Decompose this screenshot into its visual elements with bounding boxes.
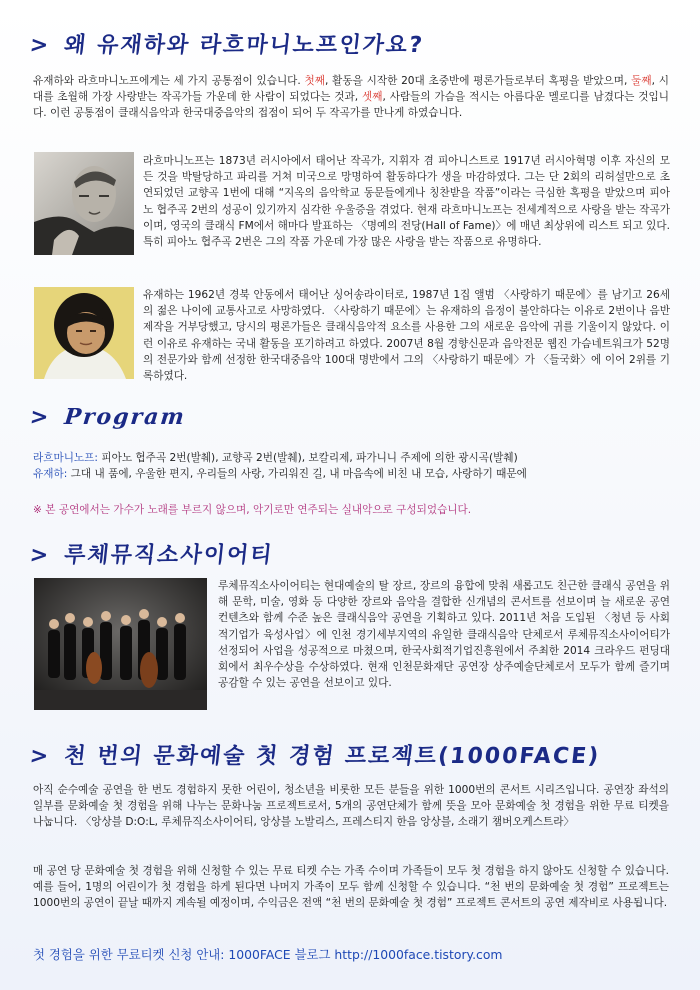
- intro-text: , 사람들의 가슴을 적시는 아름다운 멜로디를 남겼다는 것입니다. 이런 공통점이 클래식음악과 한국대중음악의 접점이 되어 두 작곡가를 만나게 하였습니다.: [33, 91, 669, 120]
- section-title-text: 천 번의 문화예술 첫 경험 프로젝트(1000FACE): [62, 744, 602, 769]
- chevron-right-icon: >: [28, 543, 52, 568]
- program-rachmaninoff: [33, 450, 518, 466]
- section-title-project: [28, 739, 602, 770]
- society-body: 루체뮤직소사이어티는 현대예술의 탈 장르, 장르의 융합에 맞춰 새롭고도 친근한 클래식 공연을 위해 문학, 미술, 영화 등 다양한 장르와 음악을 결합한 신개념의 콘서트를 선보이며 늘 새로운 공연 컨텐츠와 함께 수준 높은 클래식음악 공연을 기획하고 있다. 2011년 처음 도입된 〈청년 등 사회적기업가 육성사업〉에 인천 경기세부지역의 유일한 클래식음악 단체로서 루체뮤직소사이어티가 선정되어 사업을 성공적으로 마쳤으며, 한국사회적기업진흥원에서 주최한 2014 크라우드 펀딩대회에서 최우수상을 수상하였다. 현재 인천문화재단 공연장 상주예술단체로서 모두가 함께 즐기며 공감할 수 있는 공연을 선보이고 있다.: [218, 580, 670, 690]
- intro-text: 유재하와 라흐마니노프에게는 세 가지 공통점이 있습니다.: [33, 75, 305, 87]
- section-title-program: [29, 404, 187, 430]
- intro-text: , 시대를 초월해 가장 사랑받는 작곡가들 가운데 한 사람이 되었다는 것과,: [33, 75, 670, 104]
- program-note: ※ 본 공연에서는 가수가 노래를 부르지 않으며, 악기로만 연주되는 실내악으로 구성되었습니다.: [33, 504, 472, 516]
- program-works: 피아노 협주곡 2번(발췌), 교향곡 2번(발췌), 보칼리제, 파가니니 주제에 의한 광시곡(발췌): [97, 452, 518, 464]
- highlight-first: 첫째: [304, 75, 326, 87]
- ensemble-photo: [34, 578, 207, 710]
- highlight-third: 셋째: [361, 91, 383, 104]
- program-yoo-jaeha: [33, 466, 527, 482]
- project-body-1: 아직 순수예술 공연을 한 번도 경험하지 못한 어린이, 청소년을 비롯한 모든 분들을 위한 1000번의 콘서트 시리즈입니다. 공연장 좌석의 일부를 문화예술 첫 경험을 위해 나누는 문화나눔 프로젝트로서, 5개의 공연단체가 함께 뜻을 모아 문화예술 첫 경험을 위한 무료 티켓을 나눕니다. 〈앙상블 D:O:L, 루체뮤직소사이어티, 앙상블 노발리스, 프레스티지 한음 앙상블, 소래기 챔버오케스트라〉: [33, 784, 669, 829]
- rachmaninoff-bio: 라흐마니노프는 1873년 러시아에서 태어난 작곡가, 지휘자 겸 피아니스트로 1917년 러시아혁명 이후 자신의 모든 것을 박탈당하고 파리를 거쳐 미국으로 망명하여 활동하다가 생을 마감하였다. 그는 단 2회의 리허설만으로 초연되었던 교향곡 1번에 대해 “지옥의 음악학교 동문들에게나 칭찬받을 작품”이라는 극심한 혹평을 받았으며 피아노 협주곡 2번의 성공이 있기까지 심각한 우울증을 겪었다. 현재 라흐마니노프는 전세계적으로 사랑을 받는 작곡가이며, 영국의 클래식 FM에서 해마다 발표하는 〈명예의 전당(Hall of Fame)〉에 매년 최상위에 리스트 되고 있다. 특히 피아노 협주곡 2번은 그의 작품 가운데 가장 많은 사랑을 받는 작품으로 유명하다.: [143, 155, 670, 249]
- section-title-why: [28, 28, 425, 59]
- project-body-2: 매 공연 당 문화예술 첫 경험을 위해 신청할 수 있는 무료 티켓 수는 가족 수이며 가족들이 모두 첫 경험을 하지 않아도 신청할 수 있습니다. 예를 들어, 1명의 어린이가 첫 경험을 하게 된다면 나머지 가족이 모두 함께 신청할 수 있습니다. “천 번의 문화예술 첫 경험” 프로젝트는 1000번의 공연이 끝날 때까지 계속될 예정이며, 수익금은 전액 “천 번의 문화예술 첫 경험” 프로젝트 콘서트의 공연 제작비로 사용됩니다.: [33, 865, 669, 910]
- program-works: 그대 내 품에, 우울한 편지, 우리들의 사랑, 가리워진 길, 내 마음속에 비친 내 모습, 사랑하기 때문에: [67, 468, 527, 480]
- composer-name: 라흐마니노프:: [33, 452, 98, 464]
- composer-name: 유재하:: [33, 468, 68, 480]
- ticket-info-link[interactable]: 첫 경험을 위한 무료티켓 신청 안내: 1000FACE 블로그 http://1000face.tistory.com: [33, 947, 503, 962]
- chevron-right-icon: >: [28, 405, 52, 430]
- highlight-second: 둘째: [631, 75, 652, 87]
- section-title-text: 왜 유재하와 라흐마니노프인가요?: [62, 33, 426, 58]
- section-title-text: Program: [63, 404, 188, 430]
- rachmaninoff-photo: [34, 152, 134, 255]
- yoo-jaeha-bio: 유재하는 1962년 경북 안동에서 태어난 싱어송라이터로, 1987년 1집 앨범 〈사랑하기 때문에〉를 남기고 26세의 젊은 나이에 교통사고로 사망하였다. 〈사랑하기 때문에〉는 유재하의 음정이 불안하다는 이유로 2번이나 음반 제작을 거부당했고, 당시의 평론가들은 클래식음악적 요소를 사용한 그의 새로운 음악에 귀를 기울이지 않았다. 이런 이유로 유재하는 국내 활동을 포기하려고 하였다. 2007년 8월 경향신문과 음악전문 웹진 가슴네트워크가 52명의 전문가와 함께 선정한 한국대중음악 100대 명반에서 그의 〈사랑하기 때문에〉가 〈들국화〉에 이어 2위를 기록하였다.: [143, 289, 670, 383]
- yoo-jaeha-photo: [34, 287, 134, 379]
- intro-text: , 활동을 시작한 20대 초중반에 평론가들로부터 혹평을 받았으며,: [325, 75, 632, 87]
- chevron-right-icon: >: [28, 33, 52, 58]
- why-intro: [33, 73, 669, 122]
- section-title-society: [28, 538, 275, 569]
- section-title-text: 루체뮤직소사이어티: [62, 543, 275, 568]
- chevron-right-icon: >: [28, 744, 52, 769]
